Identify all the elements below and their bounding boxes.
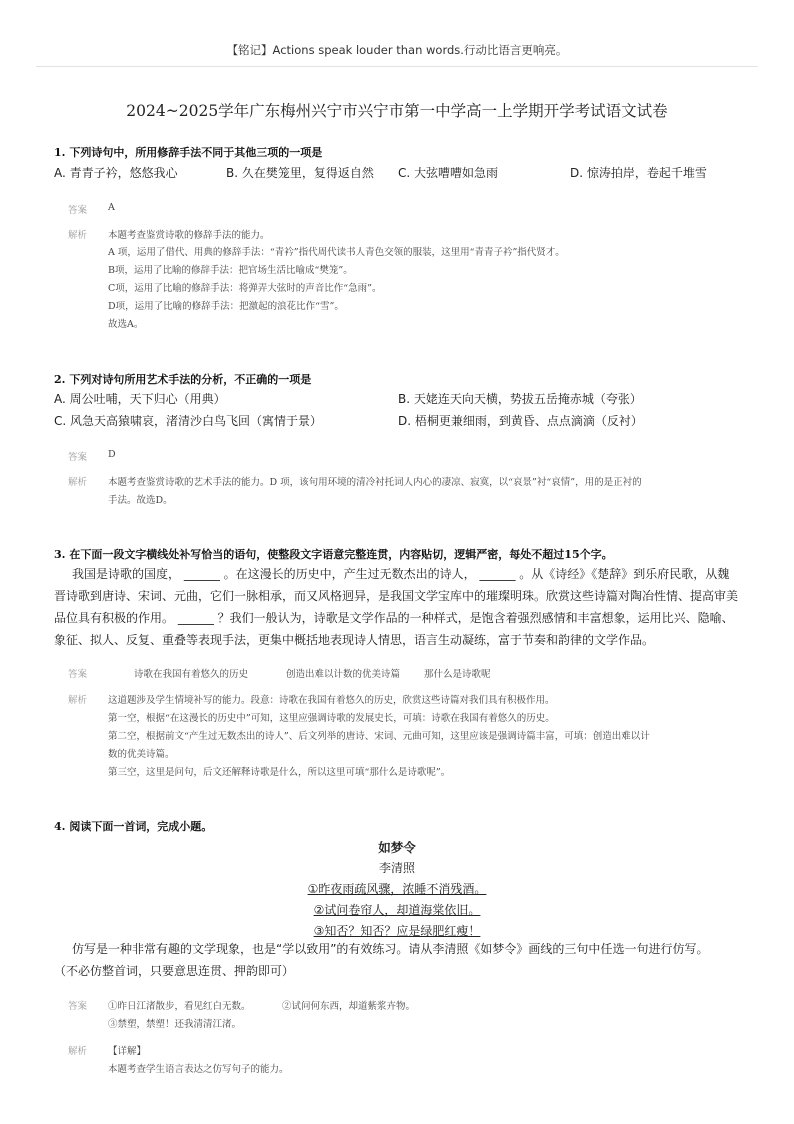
q3-analysis-line: 第三空，这里是问句，后文还解释诗歌是什么，所以这里可填“那什么是诗歌呢”。 bbox=[108, 767, 451, 778]
q1-analysis-tag: 解析 bbox=[68, 230, 88, 241]
q4-task-line: 仿写是一种非常有趣的文学现象，也是“学以致用”的有效练习。请从李清照《如梦令》画线的三句中任选一句进行仿写。 bbox=[72, 942, 709, 956]
poem-line-wrap bbox=[0, 880, 794, 897]
q1-analysis-line: D项，运用了比喻的修辞手法：把激起的浪花比作“雪”。 bbox=[108, 301, 344, 312]
header-divider bbox=[36, 66, 758, 67]
q2-option-c: C. 风急天高猿啸哀，渚清沙白鸟飞回（寓情于景） bbox=[54, 414, 323, 428]
q1-analysis-line: B项，运用了比喻的修辞手法：把官场生活比喻成“樊笼”。 bbox=[108, 265, 353, 276]
q4-analysis-line: 本题考查学生语言表达之仿写句子的能力。 bbox=[108, 1064, 289, 1075]
poem-line-wrap bbox=[0, 901, 794, 918]
q2-option-a: A. 周公吐哺，天下归心（用典） bbox=[54, 392, 226, 406]
q3-answer-3: 那什么是诗歌呢 bbox=[424, 669, 491, 680]
poem-author: 李清照 bbox=[378, 861, 415, 875]
q2-analysis-tag: 解析 bbox=[68, 477, 88, 488]
poem-line-1: ①昨夜雨疏风骤，浓睡不消残酒。 bbox=[307, 882, 487, 896]
q3-passage-line: 品位具有积极的作用。 ______ ？我们一般认为，诗歌是文学作品的一种样式，是饱含着强烈感情和丰富想象，运用比兴、隐喻、 bbox=[54, 611, 734, 625]
q1-option-a: A. 青青子衿，悠悠我心 bbox=[54, 166, 178, 180]
motto-header: 【铭记】Actions speak louder than words.行动比语言更响亮。 bbox=[226, 43, 568, 57]
q4-answer-2: ②试问何东西，却道紫浆卉物。 bbox=[282, 1001, 416, 1012]
q1-stem: 1. 下列诗句中，所用修辞手法不同于其他三项的一项是 bbox=[54, 146, 323, 159]
q2-answer: D bbox=[108, 449, 116, 460]
q3-analysis-line: 这道题涉及学生情境补写的能力。段意：诗歌在我国有着悠久的历史，欣赏这些诗篇对我们具有积极作用。 bbox=[108, 695, 555, 706]
q2-analysis-line: 本题考查鉴赏诗歌的艺术手法的能力。D 项，该句用环境的清冷衬托词人内心的凄凉、寂寞，以“哀景”衬“哀情”，用的是正衬的 bbox=[108, 477, 642, 488]
q1-option-b: B. 久在樊笼里，复得返自然 bbox=[226, 166, 374, 180]
q4-analysis-head: 【详解】 bbox=[108, 1046, 147, 1057]
poem-title: 如梦令 bbox=[378, 840, 416, 855]
q3-analysis-tag: 解析 bbox=[68, 695, 88, 706]
q1-analysis-line: 本题考查鉴赏诗歌的修辞手法的能力。 bbox=[108, 230, 270, 241]
q4-stem: 4. 阅读下面一首词，完成小题。 bbox=[54, 820, 213, 833]
q3-answer-tag: 答案 bbox=[68, 669, 88, 680]
q1-answer-tag: 答案 bbox=[68, 205, 88, 216]
q3-answer-1: 诗歌在我国有着悠久的历史 bbox=[134, 669, 249, 680]
q2-option-d: D. 梧桐更兼细雨，到黄昏、点点滴滴（反衬） bbox=[398, 414, 643, 428]
q2-option-b: B. 天姥连天向天横，势拔五岳掩赤城（夸张） bbox=[398, 392, 642, 406]
q2-analysis-line: 手法。故选D。 bbox=[108, 495, 173, 506]
q3-passage-line: 象征、拟人、反复、重叠等表现手法，更集中概括地表现诗人情思，语言生动凝练，富于节奏和韵律的文学作品。 bbox=[54, 633, 655, 647]
q1-analysis-line: 故选A。 bbox=[108, 319, 144, 330]
poem-line-3: ③知否？知否？应是绿肥红瘦！ bbox=[313, 924, 481, 938]
q4-answer-tag: 答案 bbox=[68, 1001, 88, 1012]
q2-answer-tag: 答案 bbox=[68, 452, 88, 463]
page-title: 2024~2025学年广东梅州兴宁市兴宁市第一中学高一上学期开学考试语文试卷 bbox=[126, 102, 668, 120]
q3-answer-2: 创造出难以计数的优美诗篇 bbox=[286, 669, 401, 680]
q1-option-c: C. 大弦嘈嘈如急雨 bbox=[398, 166, 499, 180]
q3-analysis-line: 第一空，根据“在这漫长的历史中”可知，这里应强调诗歌的发展史长，可填：诗歌在我国有着悠久的历史。 bbox=[108, 713, 555, 724]
q1-analysis-line: C项，运用了比喻的修辞手法：将弹弄大弦时的声音比作“急雨”。 bbox=[108, 283, 382, 294]
q4-task-line: （不必仿整首词，只要意思连贯、押韵即可） bbox=[54, 964, 295, 978]
q3-stem: 3. 在下面一段文字横线处补写恰当的语句，使整段文字语意完整连贯，内容贴切，逻辑严密，每处不超过15个字。 bbox=[54, 548, 613, 561]
q3-passage-line: 晋诗歌到唐诗、宋词、元曲，它们一脉相承，而又风格迥异，是我国文学宝库中的璀璨明珠。欣赏这些诗篇对陶冶性情、提高审美 bbox=[54, 589, 739, 603]
q4-analysis-tag: 解析 bbox=[68, 1046, 88, 1057]
q1-option-d: D. 惊涛拍岸，卷起千堆雪 bbox=[570, 166, 707, 180]
poem-line-wrap bbox=[0, 922, 794, 939]
q4-answer-3: ③禁塑，禁塑！还我清清江渚。 bbox=[108, 1019, 242, 1030]
q1-answer: A bbox=[108, 202, 115, 213]
q3-analysis-line: 数的优美诗篇。 bbox=[108, 749, 175, 760]
q4-answer-1: ①昨日江渚散步，看见红白无数。 bbox=[108, 1001, 251, 1012]
poem-line-2: ②试问卷帘人，却道海棠依旧。 bbox=[313, 903, 481, 917]
q1-analysis-line: A 项，运用了借代、用典的修辞手法：“青衿”指代周代读书人青色交领的服装，这里用“青青子衿”指代贤才。 bbox=[108, 247, 565, 258]
q3-analysis-line: 第二空，根据前文“产生过无数杰出的诗人”、后文列举的唐诗、宋词、元曲可知，这里应该是强调诗篇丰富，可填：创造出难以计 bbox=[108, 731, 650, 742]
q2-stem: 2. 下列对诗句所用艺术手法的分析，不正确的一项是 bbox=[54, 373, 312, 386]
q3-passage-line: 我国是诗歌的国度， ______ 。在这漫长的历史中，产生过无数杰出的诗人， ______ 。从《诗经》《楚辞》到乐府民歌，从魏 bbox=[72, 567, 730, 581]
